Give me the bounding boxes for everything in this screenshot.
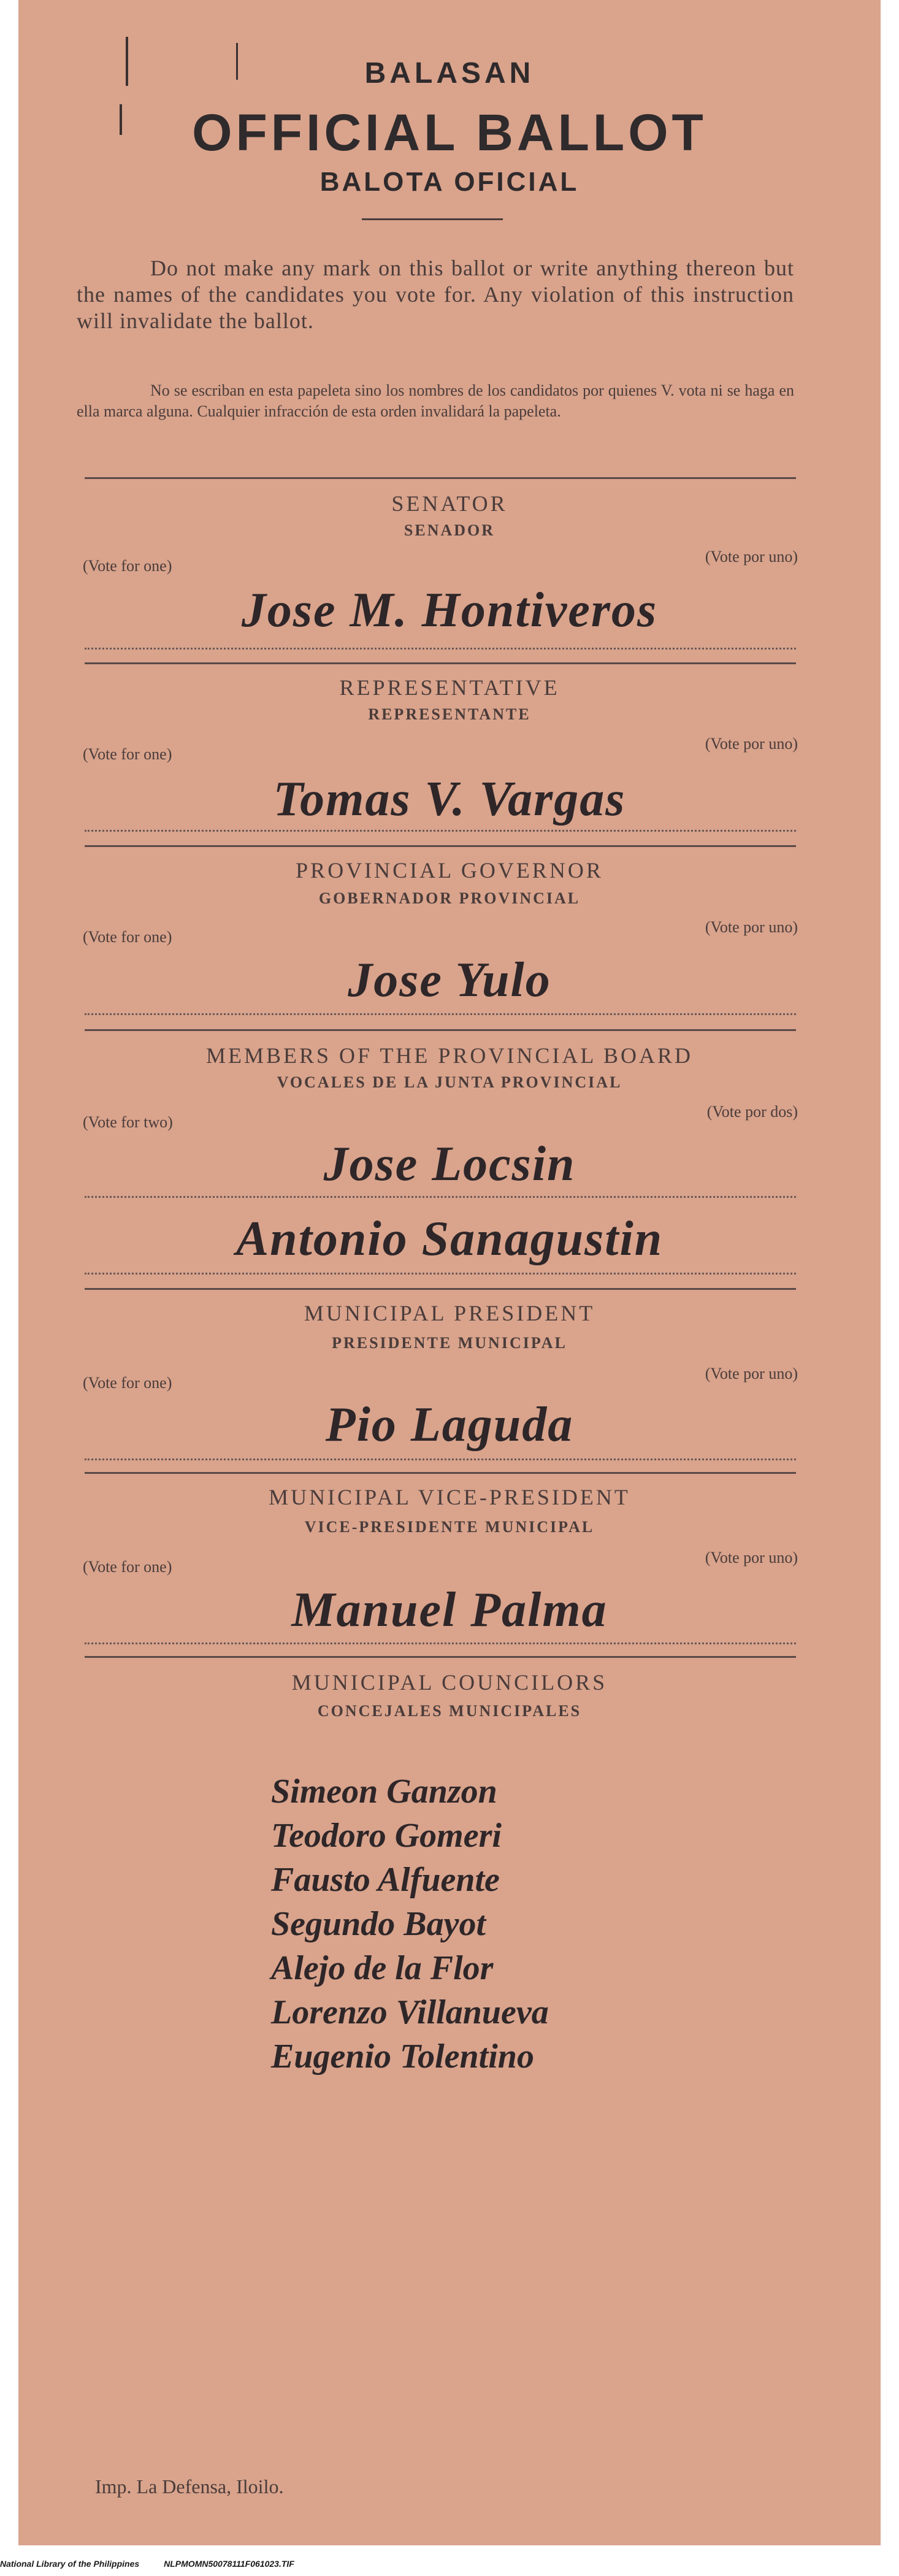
office-title: MUNICIPAL COUNCILORS [291, 1670, 608, 1695]
office-title: REPRESENTATIVE [339, 675, 560, 700]
office-title-spanish: REPRESENTANTE [368, 705, 531, 723]
candidate-name: Pio Laguda [325, 1398, 574, 1452]
section-divider [85, 1656, 796, 1658]
office-title: PROVINCIAL GOVERNOR [296, 858, 603, 883]
write-in-line [85, 1643, 796, 1644]
vote-instruction-spanish: (Vote por uno) [705, 735, 798, 753]
archive-reference: NLPMOMN50078111F061023.TIF [164, 2559, 294, 2569]
office-title: MEMBERS OF THE PROVINCIAL BOARD [205, 1043, 694, 1068]
office-title-spanish: GOBERNADOR PROVINCIAL [318, 889, 581, 907]
ballot-subtitle: BALOTA OFICIAL [319, 167, 580, 197]
candidate-name: Antonio Sanagustin [235, 1212, 664, 1266]
vote-instruction-spanish: (Vote por uno) [705, 548, 798, 565]
section-divider [85, 1472, 796, 1474]
office-title-spanish: VOCALES DE LA JUNTA PROVINCIAL [277, 1073, 622, 1091]
office-title: MUNICIPAL PRESIDENT [304, 1301, 595, 1325]
councilor-name: Lorenzo Villanueva [271, 1993, 549, 2031]
section-divider [85, 477, 796, 479]
section-divider [85, 1029, 796, 1031]
vote-instruction-spanish: (Vote por uno) [705, 1365, 798, 1382]
office-title-spanish: SENADOR [404, 521, 495, 539]
ballot-title: OFFICIAL BALLOT [192, 104, 707, 161]
vote-instruction-spanish: (Vote por dos) [706, 1103, 798, 1121]
write-in-line [85, 1459, 796, 1460]
councilor-name: Alejo de la Flor [271, 1949, 494, 1987]
councilor-list [271, 1769, 549, 2079]
write-in-line [85, 830, 796, 832]
write-in-line [85, 1196, 796, 1198]
vote-instruction-spanish: (Vote por uno) [705, 918, 798, 936]
title-divider [362, 218, 503, 220]
councilor-name: Teodoro Gomeri [271, 1817, 502, 1855]
vote-instruction-spanish: (Vote por uno) [705, 1549, 798, 1566]
write-in-line [85, 648, 796, 650]
candidate-name: Jose M. Hontiveros [241, 583, 658, 637]
vote-instruction: (Vote for one) [83, 1558, 172, 1576]
section-divider [85, 845, 796, 847]
councilor-name: Fausto Alfuente [271, 1861, 500, 1899]
office-title-spanish: PRESIDENTE MUNICIPAL [332, 1334, 567, 1352]
vote-instruction: (Vote for one) [83, 745, 172, 763]
candidate-name: Tomas V. Vargas [273, 772, 626, 826]
instructions-english: Do not make any mark on this ballot or write anything thereon but the names of the candidates you vote for. Any violation of this instruction will invalidate the ballot. [77, 256, 794, 334]
archive-label: National Library of the Philippines [0, 2559, 140, 2569]
section-divider [85, 662, 796, 664]
councilor-name: Segundo Bayot [271, 1905, 486, 1943]
write-in-line [85, 1013, 796, 1015]
municipality-name: BALASAN [364, 57, 535, 90]
vote-instruction: (Vote for one) [83, 928, 172, 946]
councilor-name: Eugenio Tolentino [271, 2037, 534, 2076]
vote-instruction: (Vote for two) [83, 1113, 173, 1131]
candidate-name: Manuel Palma [291, 1583, 608, 1637]
office-title-spanish: VICE-PRESIDENTE MUNICIPAL [304, 1518, 595, 1536]
office-title-spanish: CONCEJALES MUNICIPALES [317, 1702, 582, 1720]
vote-instruction: (Vote for one) [83, 1374, 172, 1392]
write-in-line [85, 1273, 796, 1275]
instructions-spanish: No se escriban en esta papeleta sino los nombres de los candidatos por quienes V. vota ni se haga en ella marca alguna. Cualquier infracción de esta orden invalidará la papeleta. [77, 381, 794, 420]
office-title: SENATOR [391, 491, 508, 516]
archive-caption [0, 2559, 294, 2569]
councilor-name: Simeon Ganzon [271, 1773, 497, 1811]
office-title: MUNICIPAL VICE-PRESIDENT [269, 1485, 630, 1509]
printer-imprint: Imp. La Defensa, Iloilo. [95, 2475, 284, 2497]
candidate-name: Jose Locsin [323, 1137, 576, 1191]
candidate-name: Jose Yulo [348, 953, 551, 1007]
section-divider [85, 1288, 796, 1290]
vote-instruction: (Vote for one) [83, 557, 172, 575]
